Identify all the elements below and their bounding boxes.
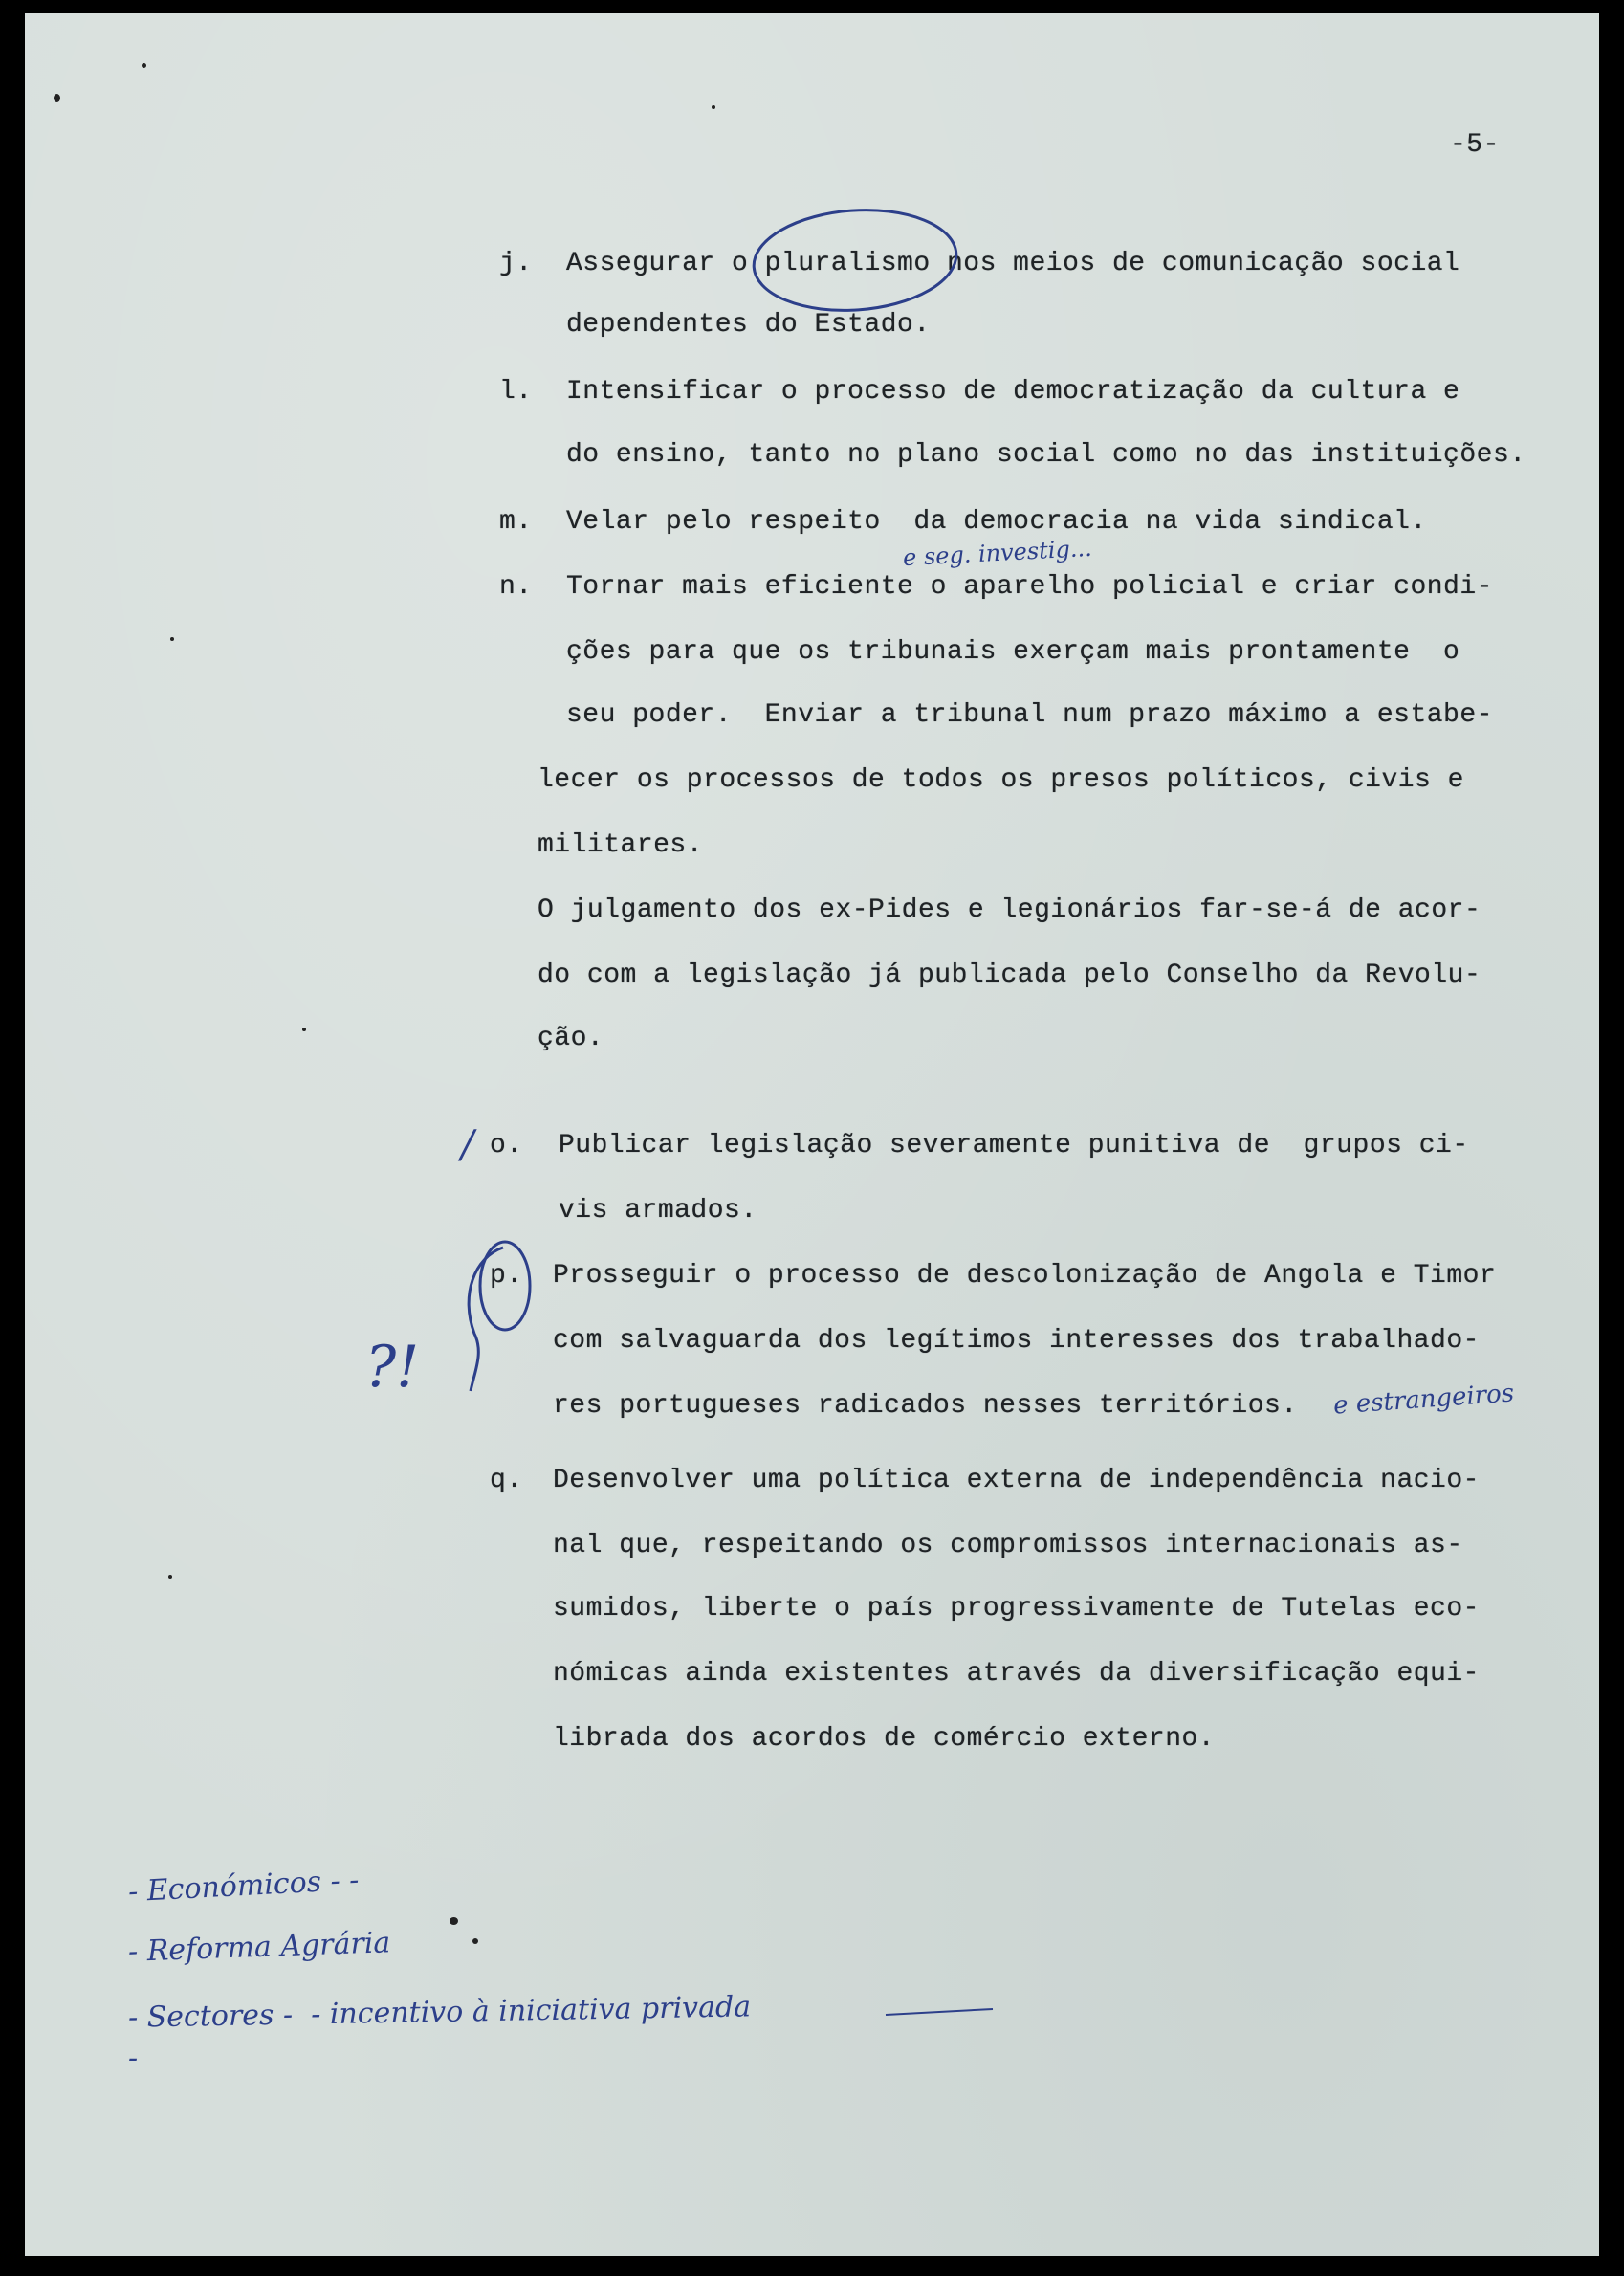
- item-q-line-1: Desenvolver uma política externa de independência nacio-: [553, 1466, 1480, 1495]
- item-label-n: n.: [499, 572, 533, 602]
- item-n-line-1: Tornar mais eficiente o aparelho policial e criar condi-: [566, 572, 1493, 602]
- item-l-line-1: Intensificar o processo de democratização da cultura e: [566, 377, 1460, 407]
- handwritten-note-3: - Sectores - - incentivo à iniciativa privada: [127, 1990, 752, 2035]
- handwritten-note-4: -: [128, 2042, 139, 2075]
- item-n-line-5: militares.: [538, 830, 704, 860]
- item-q-line-5: librada dos acordos de comércio externo.: [553, 1724, 1216, 1754]
- item-q-line-2: nal que, respeitando os compromissos internacionais as-: [553, 1531, 1463, 1560]
- page-number: -5-: [1450, 130, 1500, 160]
- handwritten-margin-p: ?!: [365, 1334, 420, 1401]
- item-n-extra-line-2: do com a legislação já publicada pelo Conselho da Revolu-: [538, 961, 1481, 990]
- handwritten-note-2: - Reforma Agrária: [127, 1926, 391, 1969]
- item-label-o: o.: [490, 1131, 523, 1160]
- document-page: [25, 13, 1599, 2256]
- paper-speck: [54, 94, 60, 102]
- item-label-l: l.: [499, 377, 533, 407]
- item-n-extra-line-3: ção.: [538, 1024, 604, 1053]
- item-m-line-1: Velar pelo respeito da democracia na vida sindical.: [566, 507, 1427, 537]
- item-label-p: p.: [490, 1261, 523, 1291]
- paper-speck: [170, 637, 174, 641]
- item-n-line-2: ções para que os tribunais exerçam mais prontamente o: [566, 637, 1460, 667]
- item-j-line-1: Assegurar o pluralismo nos meios de comunicação social: [566, 249, 1460, 278]
- paper-speck: [168, 1575, 172, 1579]
- item-n-line-4: lecer os processos de todos os presos políticos, civis e: [538, 765, 1464, 795]
- item-q-line-3: sumidos, liberte o país progressivamente de Tutelas eco-: [553, 1594, 1480, 1624]
- item-q-line-4: nómicas ainda existentes através da diversificação equi-: [553, 1659, 1480, 1689]
- item-label-q: q.: [490, 1466, 523, 1495]
- paper-speck: [302, 1028, 306, 1031]
- item-o-line-1: Publicar legislação severamente punitiva de grupos ci-: [559, 1131, 1469, 1160]
- handwritten-note-above-n: e seg. investig...: [902, 534, 1093, 572]
- item-o-line-2: vis armados.: [559, 1196, 757, 1226]
- item-j-line-2: dependentes do Estado.: [566, 310, 931, 340]
- item-n-line-3: seu poder. Enviar a tribunal num prazo máximo a estabe-: [566, 700, 1493, 730]
- handwritten-margin-o: /: [461, 1123, 474, 1167]
- item-l-line-2: do ensino, tanto no plano social como no das instituições.: [566, 440, 1526, 470]
- paper-speck: [142, 63, 146, 68]
- item-p-line-2: com salvaguarda dos legítimos interesses dos trabalhado-: [553, 1326, 1480, 1356]
- item-p-line-3: res portugueses radicados nesses territórios.: [553, 1391, 1298, 1421]
- handwritten-note-after-p: e estrangeiros: [1332, 1379, 1516, 1421]
- item-label-j: j.: [499, 249, 533, 278]
- item-p-line-1: Prosseguir o processo de descolonização de Angola e Timor: [553, 1261, 1497, 1291]
- item-n-extra-line-1: O julgamento dos ex-Pides e legionários far-se-á de acor-: [538, 895, 1481, 925]
- paper-speck: [472, 1938, 478, 1944]
- handwritten-note-1: - Económicos - -: [127, 1863, 361, 1910]
- paper-speck: [712, 105, 715, 109]
- underline-stroke: [886, 2009, 993, 2015]
- paper-speck: [450, 1917, 458, 1925]
- item-label-m: m.: [499, 507, 533, 537]
